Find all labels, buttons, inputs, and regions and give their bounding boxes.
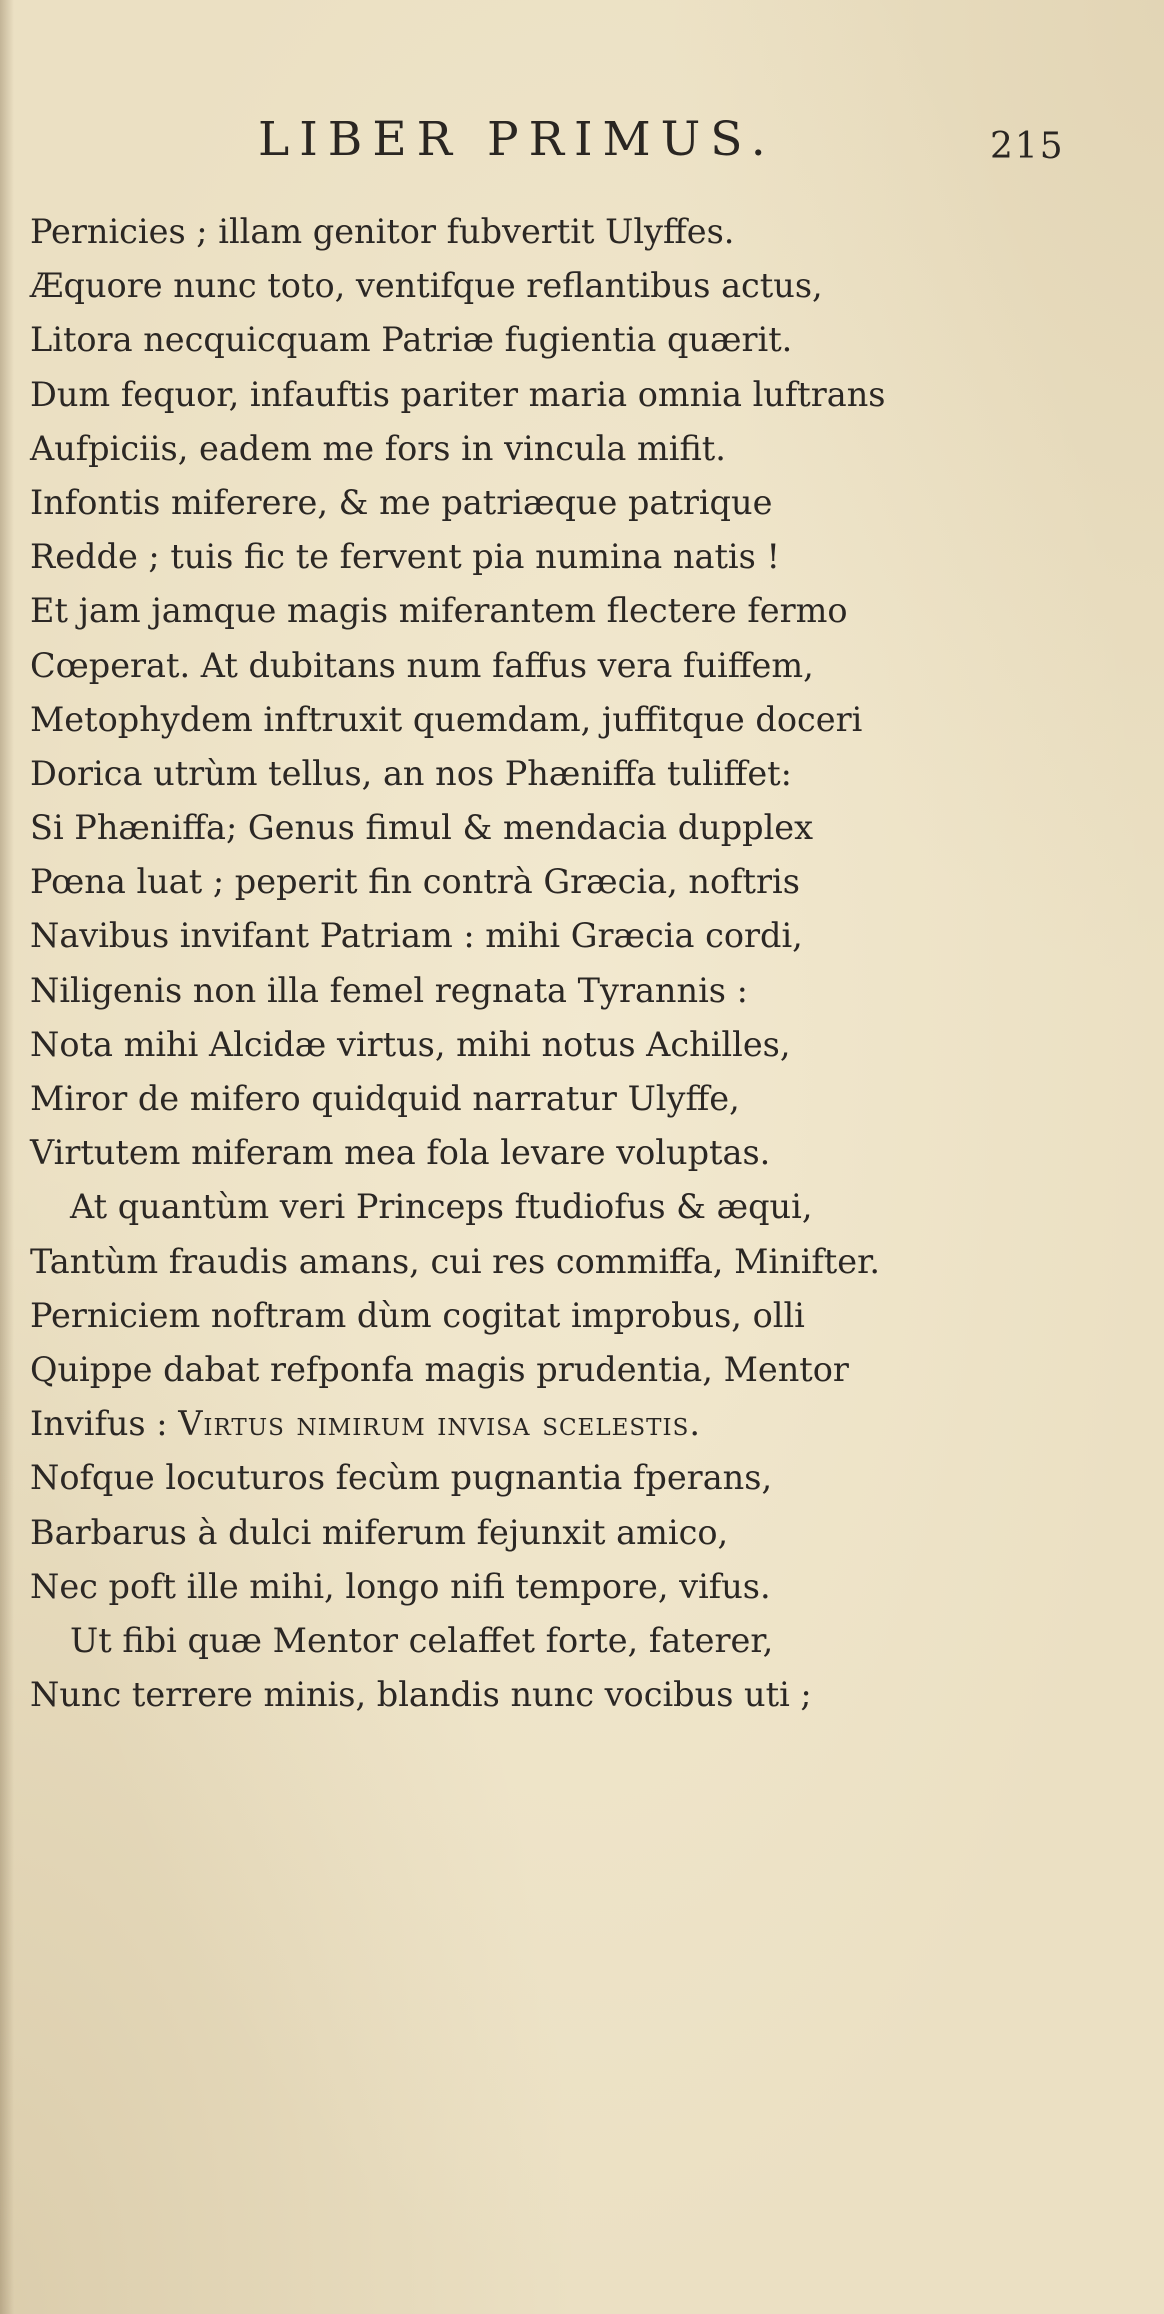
- verse-line: Tantùm fraudis amans, cui res commiffa, Minifter.: [30, 1241, 881, 1281]
- verse-line: Perniciem noftram dùm cogitat improbus, olli: [30, 1295, 805, 1335]
- page-number: 215: [990, 126, 1065, 167]
- verse-line: Navibus invifant Patriam : mihi Græcia cordi,: [30, 916, 803, 956]
- running-head: LIBER PRIMUS.: [258, 112, 776, 167]
- verse-block: [30, 205, 1110, 1722]
- verse-line: Nota mihi Alcidæ virtus, mihi notus Achilles,: [30, 1024, 791, 1064]
- verse-line-indented: Ut fibi quæ Mentor celaffet forte, faterer,: [70, 1620, 774, 1660]
- verse-line: Pernicies ; illam genitor fubvertit Ulyffes.: [30, 212, 735, 251]
- verse-line: Barbarus à dulci miferum fejunxit amico,: [30, 1512, 729, 1552]
- verse-line: Redde ; tuis fic te fervent pia numina natis !: [30, 537, 780, 577]
- verse-line: Litora necquicquam Patriæ fugientia quærit.: [30, 320, 793, 360]
- verse-line-indented: At quantùm veri Princeps ftudiofus & æqui,: [70, 1187, 813, 1227]
- verse-line: Niligenis non illa femel regnata Tyrannis :: [30, 970, 748, 1010]
- verse-line-with-small-caps: [30, 1397, 1110, 1451]
- verse-line: Metophydem inftruxit quemdam, juffitque doceri: [30, 699, 863, 739]
- verse-line: Nofque locuturos fecùm pugnantia fperans,: [30, 1458, 773, 1498]
- small-caps-maxim: Virtus nimirum invisa scelestis.: [178, 1404, 701, 1444]
- verse-line: Quippe dabat refponfa magis prudentia, Mentor: [30, 1349, 849, 1389]
- verse-line: Nunc terrere minis, blandis nunc vocibus uti ;: [30, 1675, 812, 1715]
- verse-line: Virtutem miferam mea fola levare voluptas.: [30, 1133, 771, 1173]
- verse-line: Miror de mifero quidquid narratur Ulyffe,: [30, 1079, 740, 1118]
- page-gutter-shadow: [0, 0, 14, 2314]
- verse-line: Æquore nunc toto, ventifque reflantibus actus,: [30, 266, 823, 306]
- verse-line: Dum fequor, infauftis pariter maria omnia luftrans: [30, 374, 886, 414]
- page-header: [0, 112, 1164, 172]
- verse-line: Aufpiciis, eadem me fors in vincula mifit.: [30, 428, 726, 468]
- verse-line: Dorica utrùm tellus, an nos Phæniffa tuliffet:: [30, 753, 792, 793]
- verse-line: Cœperat. At dubitans num faffus vera fuiffem,: [30, 645, 814, 685]
- verse-line-lead: Invifus :: [30, 1404, 179, 1444]
- verse-line: Si Phæniffa; Genus fimul & mendacia dupplex: [30, 808, 814, 848]
- verse-line: Infontis miferere, & me patriæque patrique: [30, 482, 773, 522]
- verse-line: Et jam jamque magis miferantem flectere fermo: [30, 591, 848, 631]
- verse-line: Pœna luat ; peperit fin contrà Græcia, noftris: [30, 862, 800, 902]
- verse-line: Nec poft ille mihi, longo nifi tempore, vifus.: [30, 1566, 771, 1606]
